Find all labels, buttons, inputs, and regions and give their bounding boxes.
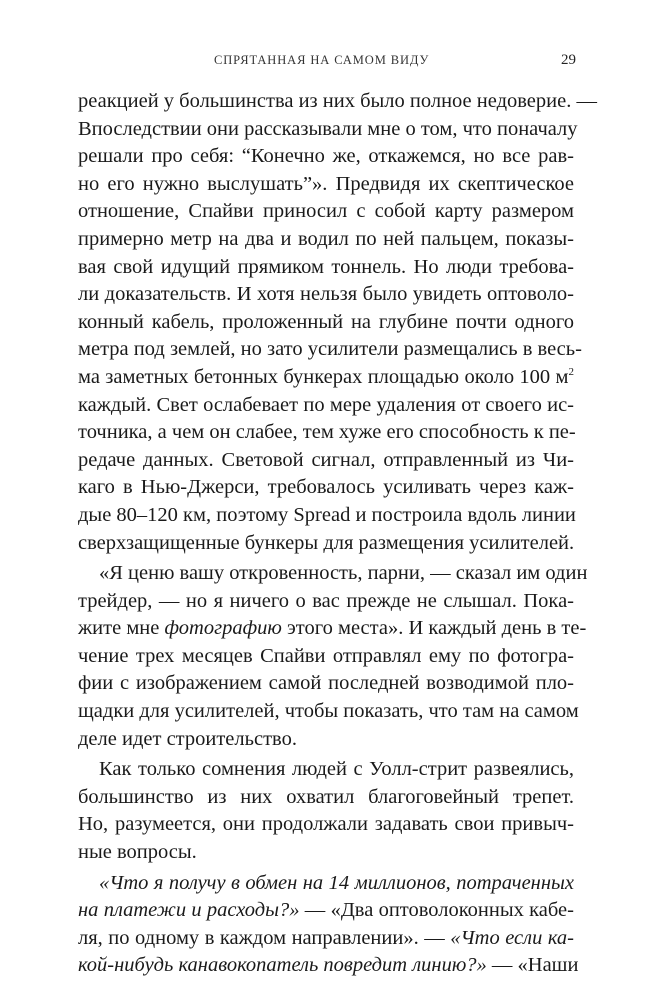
text-segment: примерно метр на два и водил по ней пальцем, показы- (78, 227, 574, 250)
text-segment: трейдер, — но я ничего о вас прежде не слышал. Пока- (78, 589, 574, 612)
italic-text: «Что я получу в обмен на 14 миллионов, потраченных (99, 871, 574, 894)
text-segment: щадки для усилителей, чтобы показать, что там на самом (78, 700, 579, 723)
text-segment: чение трех месяцев Спайви отправлял ему по фотогра- (78, 644, 574, 667)
text-line (78, 615, 587, 643)
paragraph (78, 870, 579, 980)
text-segment: деле идет строительство. (78, 727, 297, 750)
text-segment: ли доказательств. И хотя нельзя было увидеть оптоволо- (78, 283, 574, 306)
text-line (78, 784, 574, 812)
text-line (78, 364, 574, 392)
text-line (78, 530, 574, 558)
text-line (78, 447, 574, 475)
text-line (78, 171, 574, 199)
text-segment: жите мне (78, 617, 165, 640)
text-segment: Впоследствии они рассказывали мне о том, что поначалу (78, 117, 578, 140)
italic-text: кой-нибудь канавокопатель повредит линию?» (78, 954, 487, 977)
italic-text: «Что если ка- (450, 926, 574, 949)
text-segment: ные вопросы. (78, 841, 197, 864)
paragraph (78, 88, 597, 557)
text-segment: реакцией у большинства из них было полное недоверие. — (78, 90, 597, 112)
text-line (78, 952, 579, 980)
text-segment: ма заметных бетонных бункерах площадью около 100 м (78, 365, 569, 388)
text-line (78, 419, 574, 447)
text-segment: конный кабель, проложенный на глубине почти одного (78, 310, 574, 333)
running-head: СПРЯТАННАЯ НА САМОМ ВИДУ (214, 53, 430, 67)
text-segment: Как только сомнения людей с Уолл-стрит развеялись, (99, 758, 574, 781)
italic-text: фотографию (164, 617, 282, 640)
text-line (78, 392, 574, 420)
text-line (78, 726, 574, 754)
paragraph (78, 756, 574, 866)
text-line (78, 143, 574, 171)
text-segment: — «Наши (486, 954, 579, 977)
text-segment: — «Два оптоволоконных кабе- (299, 899, 574, 922)
text-line (78, 254, 574, 282)
text-line (78, 281, 574, 309)
italic-text: на платежи и расходы?» (78, 899, 300, 922)
text-line (78, 811, 574, 839)
text-line (78, 698, 579, 726)
text-segment: фии с изображением самой последней возводимой пло- (78, 672, 574, 695)
text-line (78, 336, 582, 364)
text-line (78, 870, 574, 898)
text-line (78, 88, 597, 116)
body-text (78, 88, 597, 980)
paragraph (78, 560, 588, 753)
text-segment: точника, а чем он слабее, тем хуже его способность к пе- (78, 421, 576, 444)
text-segment: ля, по одному в каждом направлении». — (78, 926, 451, 949)
text-line (78, 588, 574, 616)
text-segment: дые 80–120 км, поэтому Spread и построила вдоль линии (78, 503, 576, 526)
superscript: 2 (568, 365, 574, 378)
text-line (78, 756, 574, 784)
text-line (78, 897, 574, 925)
text-segment: отношение, Спайви приносил с собой карту размером (78, 200, 574, 223)
text-line (78, 643, 574, 671)
text-line (78, 226, 574, 254)
text-segment: но его нужно выслушать”». Предвидя их скептическое (78, 172, 574, 195)
text-line (78, 839, 574, 867)
text-segment: метра под землей, но зато усилители размещались в весь- (78, 338, 582, 361)
text-line (78, 502, 574, 530)
text-segment: редаче данных. Световой сигнал, отправленный из Чи- (78, 448, 574, 471)
text-segment: этого места». И каждый день в те- (281, 617, 587, 640)
text-line (78, 560, 588, 588)
text-line (78, 925, 574, 953)
text-segment: вая свой идущий прямиком тоннель. Но люди требова- (78, 255, 574, 278)
text-segment: «Я ценю вашу откровенность, парни, — сказал им один (99, 562, 588, 585)
text-line (78, 670, 574, 698)
text-segment: Но, разумеется, они продолжали задавать свои привыч- (78, 813, 574, 836)
text-segment: большинство из них охватил благоговейный трепет. (78, 785, 574, 808)
text-segment: решали про себя: “Конечно же, откажемся, но все рав- (78, 145, 574, 168)
text-line (78, 116, 578, 144)
text-segment: сверхзащищенные бункеры для размещения усилителей. (78, 531, 575, 554)
text-line (78, 198, 574, 226)
page-header (78, 52, 576, 76)
page-number: 29 (561, 52, 576, 68)
text-line (78, 474, 574, 502)
text-segment: каждый. Свет ослабевает по мере удаления от своего ис- (78, 393, 574, 416)
text-segment: каго в Нью-Джерси, требовалось усиливать через каж- (78, 476, 574, 499)
text-line (78, 309, 574, 337)
